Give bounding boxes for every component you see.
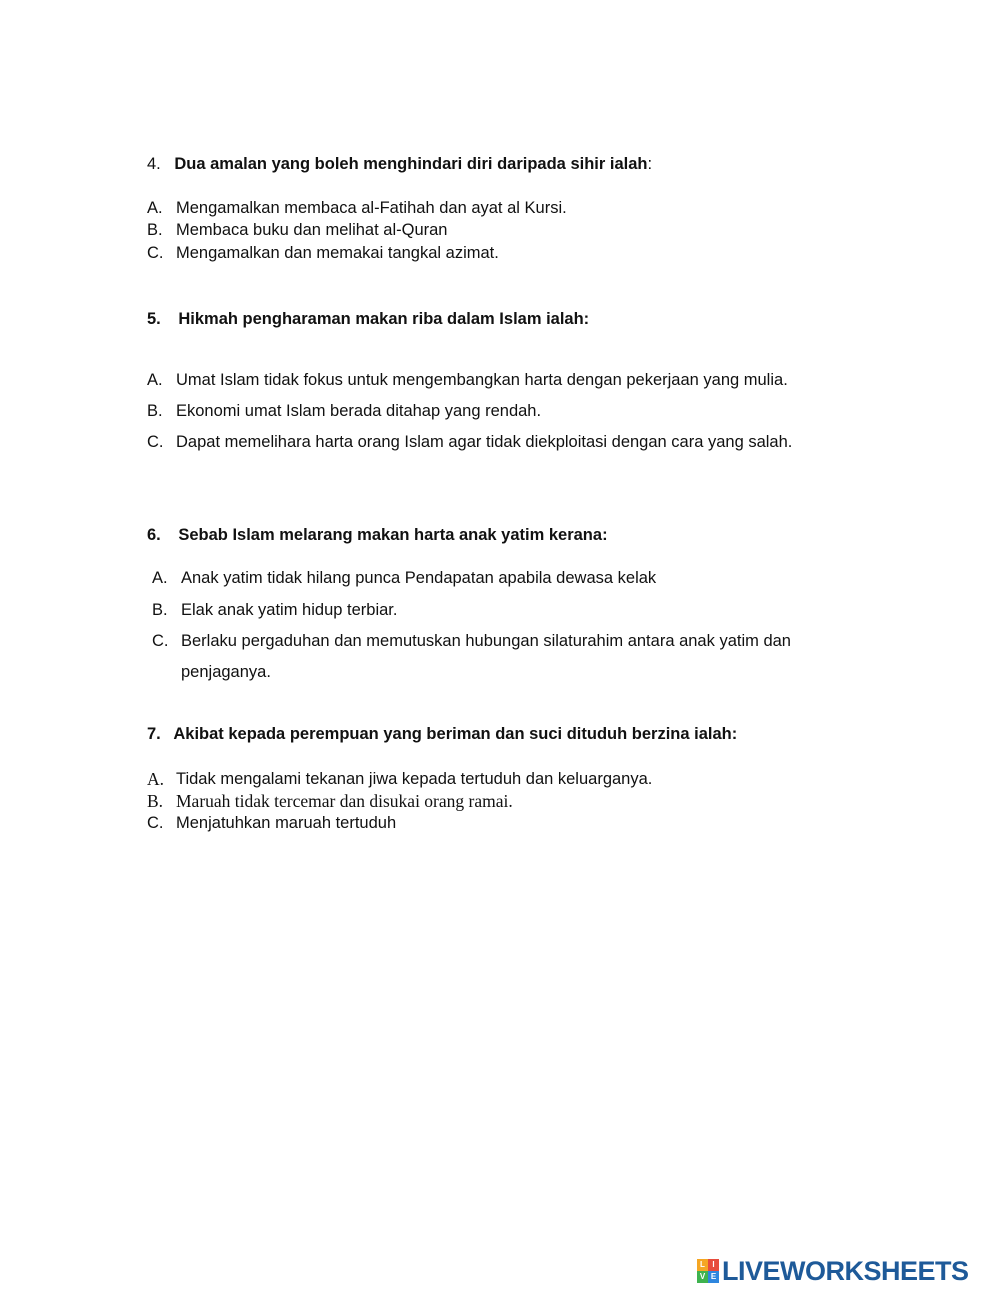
option-letter: C. xyxy=(147,244,164,262)
option-letter: A. xyxy=(147,769,165,789)
question-4 xyxy=(147,154,652,174)
option-text: Anak yatim tidak hilang punca Pendapatan apabila dewasa kelak xyxy=(181,569,657,587)
option-letter: A. xyxy=(152,569,168,587)
logo-text: LIVEWORKSHEETS xyxy=(722,1256,969,1286)
option-letter: B. xyxy=(147,402,163,420)
question-text: Dua amalan yang boleh menghindari diri daripada sihir ialah xyxy=(174,155,648,173)
question-7 xyxy=(147,724,737,744)
question-number: 6. xyxy=(147,526,161,544)
option-text: Dapat memelihara harta orang Islam agar tidak diekploitasi dengan cara yang salah. xyxy=(176,433,793,451)
option-letter: C. xyxy=(152,632,169,650)
question-5 xyxy=(147,309,589,329)
logo-mark-letter: E xyxy=(708,1271,719,1283)
option-letter: B. xyxy=(152,601,168,619)
question-text: Akibat kepada perempuan yang beriman dan suci dituduh berzina ialah: xyxy=(173,725,738,743)
logo-mark-letter: V xyxy=(697,1271,708,1283)
question-number: 5. xyxy=(147,310,161,328)
question-suffix: : xyxy=(647,155,653,173)
option-text: Umat Islam tidak fokus untuk mengembangkan harta dengan pekerjaan yang mulia. xyxy=(176,371,788,389)
question-text: Sebab Islam melarang makan harta anak yatim kerana: xyxy=(178,526,608,544)
option-text: Ekonomi umat Islam berada ditahap yang rendah. xyxy=(176,402,542,420)
option-text: Maruah tidak tercemar dan disukai orang ramai. xyxy=(176,791,513,811)
option-text: Menjatuhkan maruah tertuduh xyxy=(176,814,397,832)
question-number: 4. xyxy=(147,155,161,173)
option-letter: C. xyxy=(147,814,164,832)
option-text-continued: penjaganya. xyxy=(181,663,271,681)
logo-mark-letter: L xyxy=(697,1259,708,1271)
option-letter: B. xyxy=(147,791,164,811)
question-6 xyxy=(147,525,608,545)
logo-mark-icon xyxy=(697,1259,719,1283)
option-text: Membaca buku dan melihat al-Quran xyxy=(176,221,448,239)
option-letter: B. xyxy=(147,221,163,239)
option-letter: C. xyxy=(147,433,164,451)
option-text: Berlaku pergaduhan dan memutuskan hubungan silaturahim antara anak yatim dan xyxy=(181,632,791,650)
option-letter: A. xyxy=(147,371,163,389)
option-text: Mengamalkan membaca al-Fatihah dan ayat al Kursi. xyxy=(176,199,567,217)
option-text: Mengamalkan dan memakai tangkal azimat. xyxy=(176,244,499,262)
option-letter: A. xyxy=(147,199,163,217)
logo-mark-letter: I xyxy=(708,1259,719,1271)
option-text: Elak anak yatim hidup terbiar. xyxy=(181,601,398,619)
question-text: Hikmah pengharaman makan riba dalam Islam ialah: xyxy=(178,310,590,328)
option-text: Tidak mengalami tekanan jiwa kepada tertuduh dan keluarganya. xyxy=(176,770,653,788)
question-number: 7. xyxy=(147,725,161,743)
liveworksheets-logo[interactable] xyxy=(697,1256,969,1286)
